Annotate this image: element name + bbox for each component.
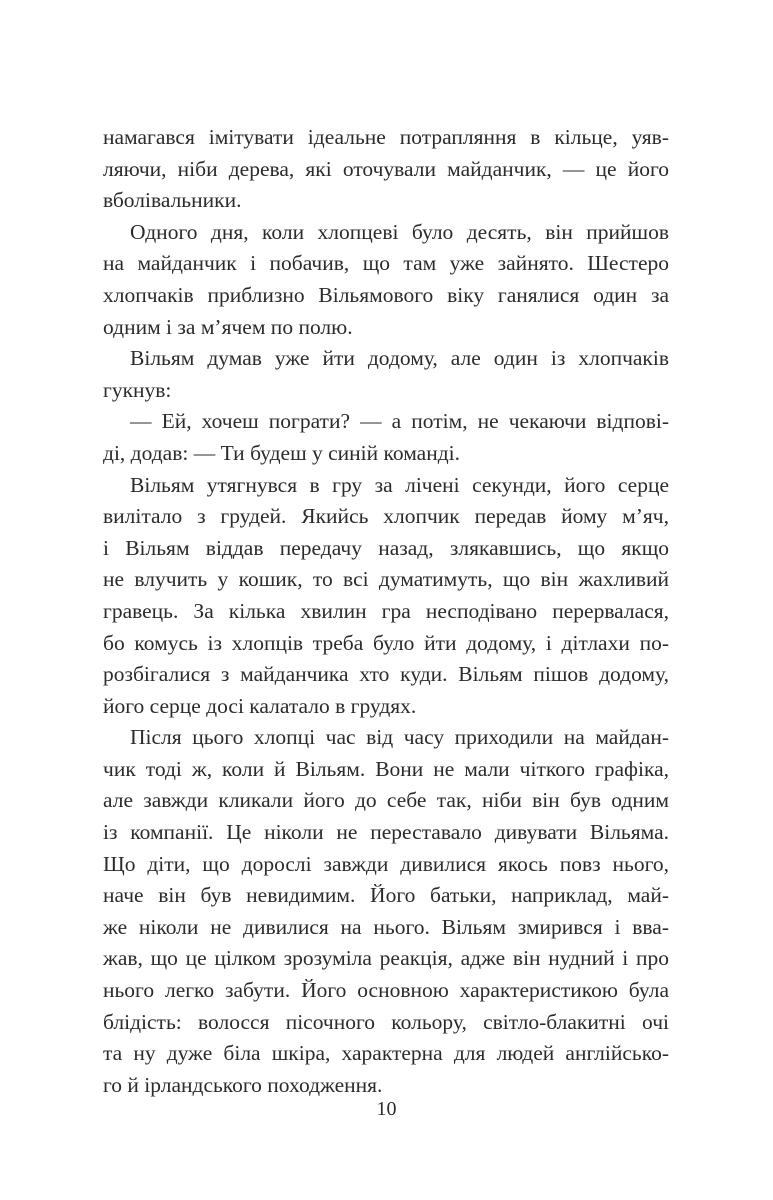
text-line: намагався імітувати ідеальне потрапляння в кільце, уяв- — [103, 125, 669, 149]
text-line: Після цього хлопці час від часу приходили на майдан- — [130, 725, 669, 750]
text-line: Вільям утягнувся в гру за лічені секунди, його серце — [130, 472, 669, 497]
text-line: нього легко забути. Його основною характеристикою була — [103, 978, 669, 1003]
text-line: але завжди кликали його до себе так, ніби він був одним — [103, 788, 669, 813]
text-line: наче він був невидимим. Його батьки, наприклад, май- — [103, 883, 669, 908]
text-line: гравець. За кілька хвилин гра несподівано перервалася, — [103, 598, 669, 623]
text-line: чик тоді ж, коли й Вільям. Вони не мали чіткого графіка, — [103, 756, 669, 781]
text-line: розбігалися з майданчика хто куди. Вільям пішов додому, — [103, 662, 669, 687]
text-line: Вільям думав уже йти додому, але один із хлопчаків — [130, 346, 669, 371]
text-line: його серце досі калатало в грудях. — [103, 693, 417, 718]
page-number: 10 — [376, 1098, 397, 1120]
text-line: із компанії. Це ніколи не переставало дивувати Вільяма. — [103, 820, 669, 845]
text-line: же ніколи не дивилися на нього. Вільям змирився і вва- — [103, 914, 669, 939]
text-line: ді, додав: — Ти будеш у синій команді. — [103, 440, 461, 465]
text-line: ляючи, ніби дерева, які оточували майданчик, — це його — [103, 156, 669, 181]
text-line: і Вільям віддав передачу назад, злякавшись, що якщо — [103, 535, 669, 560]
text-line: Одного дня, коли хлопцеві було десять, він прийшов — [130, 219, 669, 244]
text-line: вилітало з грудей. Якийсь хлопчик передав йому м’яч, — [103, 504, 669, 529]
text-line: не влучить у кошик, то всі думатимуть, що він жахливий — [103, 567, 669, 592]
text-line: одним і за м’ячем по полю. — [103, 314, 353, 339]
text-line: бо комусь із хлопців треба було йти додому, і дітлахи по- — [103, 630, 669, 655]
text-line: та ну дуже біла шкіра, характерна для людей англійсько- — [103, 1041, 669, 1066]
text-line: Що діти, що дорослі завжди дивилися якось повз нього, — [103, 851, 669, 876]
text-line: го й ірландського походження. — [103, 1072, 383, 1097]
text-line: хлопчаків приблизно Вільямового віку ганялися один за — [103, 282, 669, 307]
text-line: на майданчик і побачив, що там уже зайнято. Шестеро — [103, 251, 669, 276]
text-line: гукнув: — [103, 377, 172, 402]
text-line: жав, що це цілком зрозуміла реакція, адже він нудний і про — [103, 946, 669, 971]
text-line: блідість: волосся пісочного кольору, світло-блакитні очі — [103, 1009, 669, 1034]
text-line: — Ей, хочеш пограти? — а потім, не чекаючи відпові- — [130, 409, 669, 434]
text-line: вболівальники. — [103, 188, 242, 213]
body-text — [103, 122, 669, 1101]
